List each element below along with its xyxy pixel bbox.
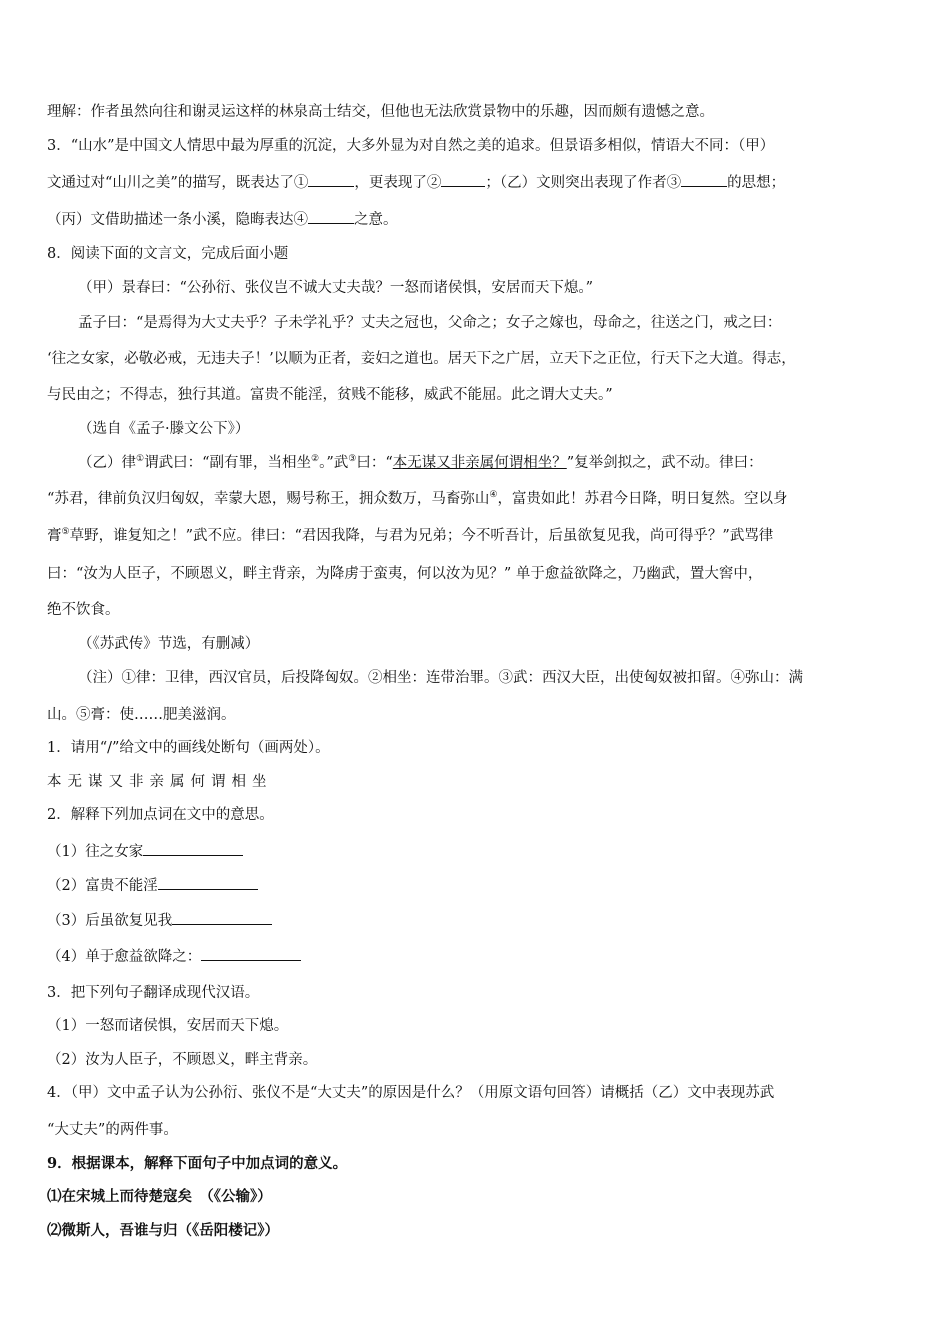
- text-span: 草野，谁复知之！”武不应。律曰：“君因我降，与君为兄弟；今不听吾计，后虽欲复见我，尚可得乎？”武骂律: [69, 528, 774, 544]
- sub-question-3: 3．把下列句子翻译成现代汉语。: [47, 985, 260, 1001]
- sub-question-2: 2．解释下列加点词在文中的意思。: [47, 807, 274, 823]
- footnote-mark: ②: [311, 454, 320, 465]
- answer-blank-3[interactable]: [681, 172, 727, 187]
- text-line: [47, 209, 907, 230]
- passage-jia-line: （甲）景春曰：“公孙衍、张仪岂不诚大丈夫哉？一怒而诸侯惧，安居而天下熄。”: [78, 280, 594, 296]
- passage-yi-line: 曰：“汝为人臣子，不顾恩义，畔主背亲，为降虏于蛮夷，何以汝为见？” 单于愈益欲降之，乃幽武，置大窖中，: [47, 566, 763, 582]
- text-line: 理解：作者虽然向往和谢灵运这样的林泉高士结交，但他也无法欣赏景物中的乐趣，因而颇有遗憾之意。: [47, 104, 714, 120]
- text-span: 曰：“: [356, 455, 393, 471]
- sub-question-1: 1．请用“/”给文中的画线处断句（画两处）。: [47, 740, 330, 756]
- text-span: （丙）文借助描述一条小溪，隐晦表达④: [47, 212, 308, 228]
- answer-blank-4[interactable]: [308, 209, 354, 224]
- passage-jia-line: 孟子曰：“是焉得为大丈夫乎？子未学礼乎？丈夫之冠也，父命之；女子之嫁也，母命之，往送之门，戒之曰：: [78, 315, 782, 331]
- sentence-to-punctuate: 本无谋又非亲属何谓相坐: [47, 774, 273, 790]
- footnote-mark: ①: [136, 454, 145, 465]
- answer-blank[interactable]: [158, 875, 258, 890]
- sub-item: [47, 910, 907, 931]
- text-span: 之意。: [354, 212, 398, 228]
- sub-item: （1）一怒而诸侯惧，安居而天下熄。: [47, 1018, 289, 1034]
- footnote-mark: ③: [348, 454, 357, 465]
- text-span: ”复举剑拟之，武不动。律曰：: [566, 455, 763, 471]
- text-span: ；（乙）文则突出表现了作者③: [485, 175, 682, 191]
- text-span: （4）单于愈益欲降之：: [47, 949, 202, 965]
- answer-blank[interactable]: [172, 910, 272, 925]
- text-span: （1）往之女家: [47, 844, 144, 860]
- sub-question-4-cont: “大丈夫”的两件事。: [47, 1122, 178, 1138]
- sub-item: （2）汝为人臣子，不顾恩义，畔主背亲。: [47, 1052, 318, 1068]
- passage-yi-line: [47, 489, 907, 509]
- footnote-mark: ⑤: [61, 527, 70, 538]
- question-8-heading: 8．阅读下面的文言文，完成后面小题: [47, 246, 289, 262]
- text-span: 文通过对“山川之美”的描写，既表达了①: [47, 175, 309, 191]
- passage-jia-line: 与民由之；不得志，独行其道。富贵不能淫，贫贱不能移，威武不能屈。此之谓大丈夫。”: [47, 387, 613, 403]
- question-9-item: ⑵微斯人，吾谁与归（《岳阳楼记》）: [47, 1222, 279, 1239]
- answer-blank-1[interactable]: [308, 172, 354, 187]
- text-span: ，更表现了②: [354, 175, 442, 191]
- underlined-sentence: 本无谋又非亲属何谓相坐？: [392, 455, 567, 471]
- source-note: （选自《孟子·滕文公下》）: [78, 421, 250, 437]
- annotation-line: （注）①律：卫律，西汉官员，后投降匈奴。②相坐：连带治罪。③武：西汉大臣，出使匈奴被扣留。④弥山：满: [78, 670, 803, 686]
- passage-yi-line: [78, 453, 908, 473]
- text-span: 。”武: [319, 455, 349, 471]
- sub-item: [47, 841, 907, 862]
- passage-jia-line: ‘往之女家，必敬必戒，无违夫子！’以顺为正者，妾妇之道也。居天下之广居，立天下之正位，行天下之大道。得志，: [47, 351, 796, 367]
- passage-yi-line: 绝不饮食。: [47, 602, 120, 618]
- text-span: （3）后虽欲复见我: [47, 913, 173, 929]
- text-span: ，富贵如此！苏君今日降，明日复然。空以身: [497, 491, 788, 507]
- footnote-mark: ④: [489, 490, 498, 501]
- text-line: [47, 172, 907, 193]
- question-9-item: ⑴在宋城上而待楚寇矣 （《公输》）: [47, 1188, 272, 1205]
- answer-blank[interactable]: [201, 946, 301, 961]
- text-span: 谓武曰：“副有罪，当相坐: [144, 455, 311, 471]
- question-9-heading: 9．根据课本，解释下面句子中加点词的意义。: [47, 1155, 348, 1172]
- source-note: （《苏武传》节选，有删减）: [78, 636, 260, 652]
- question-3-line: 3．“山水”是中国文人情思中最为厚重的沉淀，大多外显为对自然之美的追求。但景语多相似，情语大不同：（甲）: [47, 138, 775, 154]
- passage-yi-line: [47, 526, 907, 546]
- text-span: “苏君，律前负汉归匈奴，幸蒙大恩，赐号称王，拥众数万，马畜弥山: [47, 491, 490, 507]
- text-span: 膏: [47, 528, 62, 544]
- text-span: （2）富贵不能淫: [47, 878, 158, 894]
- text-span: （乙）律: [78, 455, 136, 471]
- annotation-line: 山。⑤膏：使……肥美滋润。: [47, 707, 236, 723]
- sub-item: [47, 946, 907, 967]
- sub-item: [47, 875, 907, 896]
- text-span: 的思想；: [727, 175, 786, 191]
- sub-question-4: 4．（甲）文中孟子认为公孙衍、张仪不是“大丈夫”的原因是什么？（用原文语句回答）请概括（乙）文中表现苏武: [47, 1085, 775, 1101]
- answer-blank-2[interactable]: [441, 172, 485, 187]
- answer-blank[interactable]: [143, 841, 243, 856]
